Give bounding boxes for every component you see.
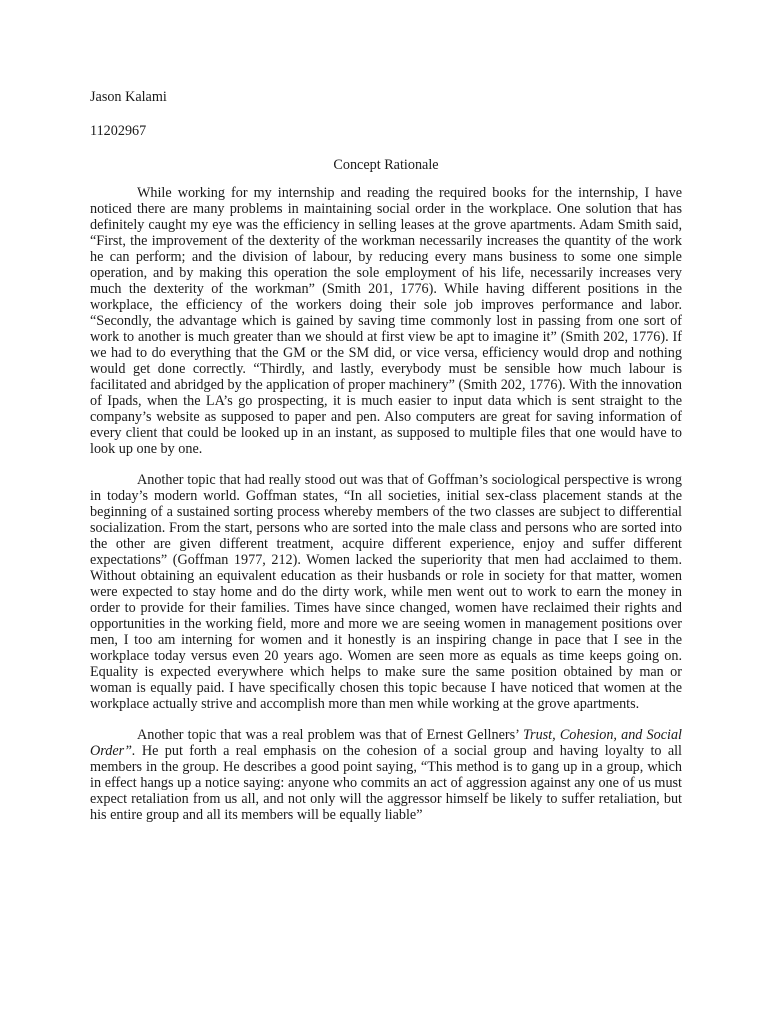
paragraph-3-italic-title: Trust, Cohesion, and Social Order”.: [90, 727, 682, 759]
paragraph-3-start: Another topic that was a real problem was that of Ernest Gellners’: [137, 727, 523, 743]
document-title: Concept Rationale: [333, 157, 439, 173]
paragraph-3: [90, 727, 682, 823]
document-body: [90, 89, 682, 823]
paragraph-2: Another topic that had really stood out was that of Goffman’s sociological perspective is wrong in today’s modern world. Goffman states, “In all societies, initial sex-class placement stands at the beginning of a sustained sorting process whereby members of the two classes are subject to differential socialization. From the start, persons who are sorted into the male class and persons who are sorted into the other are given different treatment, acquire different experience, enjoy and suffer different expectations” (Goffman 1977, 212). Women lacked the superiority that men had acclaimed to them. Without obtaining an equivalent education as their husbands or role in society for that matter, women were expected to stay home and do the dirty work, while men went out to work to earn the money in order to provide for their families. Times have since changed, women have reclaimed their rights and opportunities in the working field, more and more we are seeing women in management positions over men, I too am interning for women and it honestly is an inspiring change in pace that I see in the workplace today versus even 20 years ago. Women are seen more as equals as time keeps going on. Equality is expected everywhere which helps to make sure the same position obtained by man or woman is equally paid. I have specifically chosen this topic because I have noticed that women at the workplace actually strive and accomplish more than men while working at the grove apartments.: [90, 472, 682, 712]
student-id: 11202967: [90, 123, 147, 139]
paragraph-3-rest: He put forth a real emphasis on the cohesion of a social group and having loyalty to all members in the group. He describes a good point saying, “This method is to gang up in a group, which in effect hangs up a notice saying: anyone who commits an act of aggression against any one of us must expect retaliation from us all, and not only will the aggressor himself be likely to suffer retaliation, but his entire group and all its members will be equally liable”: [90, 743, 682, 823]
paragraph-1: While working for my internship and reading the required books for the internship, I have noticed there are many problems in maintaining social order in the workplace. One solution that has definitely caught my eye was the efficiency in selling leases at the grove apartments. Adam Smith said, “First, the improvement of the dexterity of the workman necessarily increases the quantity of the work he can perform; and the division of labour, by reducing every mans business to some one simple operation, and by making this operation the sole employment of his life, necessarily increases very much the dexterity of the workman” (Smith 201, 1776). While having different positions in the workplace, the efficiency of the workers doing their sole job improves performance and labor. “Secondly, the advantage which is gained by saving time commonly lost in passing from one sort of work to another is much greater than we should at first view be apt to imagine it” (Smith 202, 1776). If we had to do everything that the GM or the SM did, or vice versa, efficiency would drop and nothing would get done correctly. “Thirdly, and lastly, everybody must be sensible how much labour is facilitated and abridged by the application of proper machinery” (Smith 202, 1776). With the innovation of Ipads, when the LA’s go prospecting, it is much easier to input data which is sent straight to the company’s website as supposed to paper and pen. Also computers are great for saving information of every client that could be looked up in an instant, as supposed to multiple files that one would have to look up one by one.: [90, 185, 682, 457]
author-name: Jason Kalami: [90, 89, 167, 105]
